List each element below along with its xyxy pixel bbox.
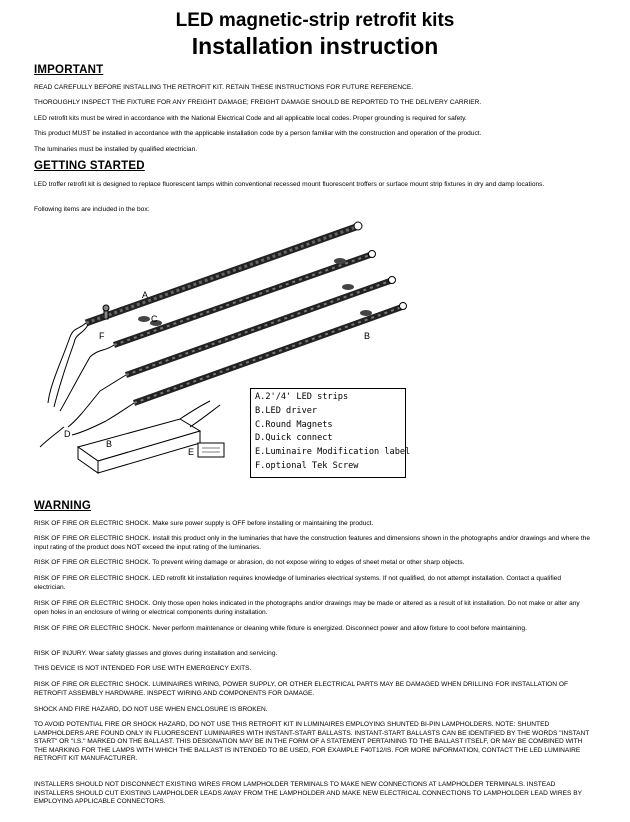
led-driver-illustration bbox=[78, 401, 220, 473]
quick-connect-wires bbox=[40, 337, 106, 447]
important-heading: IMPORTANT bbox=[34, 64, 104, 76]
important-paragraph: The luminaries must be installed by qualified electrician. bbox=[34, 146, 198, 153]
led-strip-illustration bbox=[70, 222, 362, 343]
callout-c: C bbox=[151, 314, 158, 324]
legend-item: E.Luminaire Modification label bbox=[255, 447, 411, 458]
legend-item: B.LED driver bbox=[255, 405, 318, 416]
document-subtitle: Installation instruction bbox=[191, 33, 439, 59]
callout-e: E bbox=[188, 447, 195, 457]
important-paragraph: THOROUGHLY INSPECT THE FIXTURE FOR ANY FREIGHT DAMAGE; FREIGHT DAMAGE SHOULD BE REPORTED TO THE DELIVERY CARRIER. bbox=[34, 99, 482, 106]
legend-item: F.optional Tek Screw bbox=[255, 460, 359, 471]
warning-paragraph: INSTALLERS SHOULD NOT DISCONNECT EXISTING WIRES FROM LAMPHOLDER TERMINALS TO MAKE NEW CONNECTIONS AT LAMPHOLDER TERMINALS. INSTEAD INSTALLERS SHOULD CUT EXISTING LAMPHOLDER LEADS AWAY FROM THE LAMPHOLDER AND MAKE NEW ELECTRICAL CONNECTIONS TO LAMPHOLDER LEAD WIRES BY EMPLOYING APPLICABLE CONNECTORS. bbox=[34, 781, 582, 806]
callout-b: B bbox=[364, 331, 371, 341]
kit-contents-legend bbox=[250, 388, 411, 478]
warning-paragraph: RISK OF FIRE OR ELECTRIC SHOCK. Make sure power supply is OFF before installing or maintaining the product. bbox=[34, 520, 374, 527]
tek-screw-illustration bbox=[103, 305, 109, 319]
callout-a: A bbox=[142, 290, 149, 300]
callout-f: F bbox=[99, 331, 105, 341]
warning-paragraph: RISK OF FIRE OR ELECTRIC SHOCK. To prevent wiring damage or abrasion, do not expose wiring to edges of sheet metal or other sharp objects. bbox=[34, 559, 465, 566]
warning-paragraph: THIS DEVICE IS NOT INTENDED FOR USE WITH EMERGENCY EXITS. bbox=[34, 665, 252, 672]
important-paragraph: LED retrofit kits must be wired in accordance with the National Electrical Code and all applicable local codes. Proper grounding is required for safety. bbox=[34, 115, 467, 122]
callout-b-driver: B bbox=[106, 439, 113, 449]
warning-paragraph: RISK OF FIRE OR ELECTRIC SHOCK. LED retrofit kit installation requires knowledge of luminaries electrical systems. If not qualified, do not attempt installation. Contact a qualified electrician. bbox=[34, 575, 561, 591]
warning-paragraph: RISK OF FIRE OR ELECTRIC SHOCK. Install this product only in the luminaries that have the construction features and dimensions shown in the photographs and/or drawings and where the input rating of the product does NOT exceed the input rating of the luminaries. bbox=[34, 535, 590, 551]
important-paragraph: READ CAREFULLY BEFORE INSTALLING THE RETROFIT KIT. RETAIN THESE INSTRUCTIONS FOR FUTURE REFERENCE. bbox=[34, 84, 414, 91]
warning-heading: WARNING bbox=[34, 500, 91, 512]
getting-started-heading: GETTING STARTED bbox=[34, 160, 145, 172]
warning-paragraph: RISK OF FIRE OR ELECTRIC SHOCK. Never perform maintenance or cleaning while fixture is energized. Disconnect power and allow fixture to cool before maintaining. bbox=[34, 625, 527, 632]
important-paragraph: This product MUST be installed in accordance with the applicable installation code by a person familiar with the construction and operation of the product. bbox=[34, 130, 482, 137]
document-title: LED magnetic-strip retrofit kits bbox=[175, 10, 455, 31]
warning-paragraph: RISK OF FIRE OR ELECTRIC SHOCK. LUMINAIRES WIRING, POWER SUPPLY, OR OTHER ELECTRICAL PARTS MAY BE DAMAGED WHEN DRILLING FOR INSTALLATION OF RETROFIT ASSEMBLY HARDWARE. INSPECT WIRING AND COMPONENTS FOR DAMAGE. bbox=[34, 681, 569, 697]
callout-d: D bbox=[64, 429, 71, 439]
warning-paragraph: TO AVOID POTENTIAL FIRE OR SHOCK HAZARD, DO NOT USE THIS RETROFIT KIT IN LUMINAIRES EMPLOYING SHUNTED BI-PIN LAMPHOLDERS. NOTE: SHUNTED LAMPHOLDERS ARE FOUND ONLY IN FLUORESCENT LUMINAIRES WITH INSTANT-START BALLASTS. INSTANT-START BALLASTS CAN BE IDENTIFIED BY THE WORDS "INSTANT START" OR "I.S." MARKED ON THE BALLAST. THIS DESIGNATION MAY BE IN THE FORM OF A STATEMENT PERTAINING TO THE BALLAST ITSELF, OR MAY BE COMBINED WITH THE MARKING FOR THE LAMPS WITH WHICH THE BALLAST IS INTENDED TO BE USED, FOR EXAMPLE F40T12/IS. FOR MORE INFORMATION, CONTACT THE LED LUMINAIRE RETROFIT KIT MANUFACTURER. bbox=[34, 721, 590, 763]
legend-item: C.Round Magnets bbox=[255, 419, 333, 430]
legend-item: D.Quick connect bbox=[255, 433, 333, 444]
warning-paragraph: RISK OF INJURY. Wear safety glasses and gloves during installation and servicing. bbox=[34, 650, 278, 657]
items-included-text: Following items are included in the box: bbox=[34, 206, 150, 213]
warning-paragraph: RISK OF FIRE OR ELECTRIC SHOCK. Only those open holes indicated in the photographs and/or drawings may be made or altered as a result of kit installation. Do not make or alter any open holes in an enclosure of wiring or electrical components during installation. bbox=[34, 600, 580, 616]
modification-label-illustration bbox=[198, 443, 224, 457]
legend-item: A.2'/4' LED strips bbox=[255, 392, 349, 402]
getting-started-intro: LED troffer retrofit kit is designed to replace fluorescent lamps within conventional recessed mount fluorescent troffers or surface mount strip fixtures in dry and damp locations. bbox=[34, 181, 545, 188]
warning-paragraph: SHOCK AND FIRE HAZARD, DO NOT USE WHEN ENCLOSURE IS BROKEN. bbox=[34, 706, 268, 713]
